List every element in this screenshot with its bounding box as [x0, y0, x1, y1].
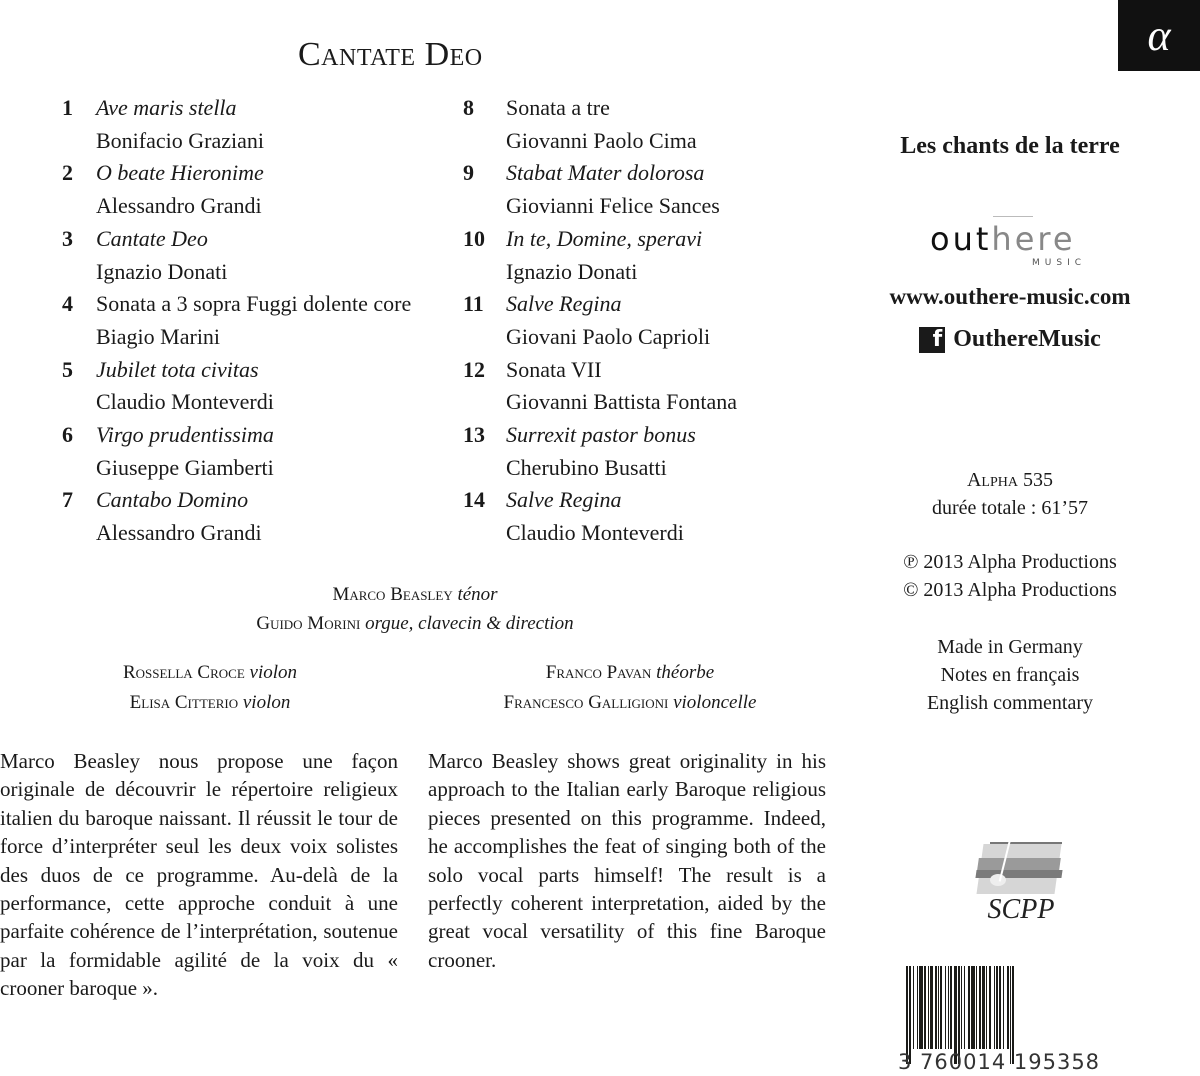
track-number: 1 [62, 95, 73, 120]
credit-line: Rossella Croce violon [122, 662, 298, 683]
track-number: 6 [62, 422, 73, 448]
track-title: O beate Hieronime [96, 160, 264, 186]
track-title: Salve Regina [506, 487, 622, 513]
credits-left [60, 658, 360, 718]
track-composer: Giovanni Battista Fontana [506, 389, 737, 415]
outhere-music-label: MUSIC [1032, 258, 1087, 268]
barcode [898, 966, 1116, 1076]
track-title: Sonata a tre [506, 95, 610, 120]
credits-main [0, 580, 830, 638]
track-composer: Bonifacio Graziani [96, 127, 264, 153]
credit-line: Marco Beasley ténor [332, 584, 498, 605]
track-title: Sonata VII [506, 356, 602, 382]
tracklist-right [463, 92, 737, 550]
track-item [62, 354, 411, 419]
track-composer: Claudio Monteverdi [96, 389, 274, 415]
track-title: Sonata a 3 sopra Fuggi dolente core [96, 291, 412, 317]
facebook-handle: OuthereMusic [953, 326, 1101, 352]
notes-english: Marco Beasley shows great originality in his approach to the Italian early Baroque religious pieces presented on this programme. Indeed, he accomplishes the feat of singing both of the solo vocal parts himself! The result is a perfectly coherent interpretation, aided by the great vocal versatility of this fine Baroque crooner. [428, 749, 826, 972]
track-number: 13 [463, 422, 485, 448]
track-title: Cantate Deo [96, 225, 208, 251]
track-item [62, 419, 411, 484]
total-duration: durée totale : 61’57 [931, 497, 1089, 519]
barcode-bars [906, 966, 1116, 1058]
rights-info [860, 548, 1160, 604]
notes-french: Marco Beasley nous propose une façon originale de découvrir le répertoire religieux italien du baroque naissant. Il réussit le tour de force d’interpréter seul les deux voix solistes des duos de ce programme. Au-delà de la performance, cette approche conduit à une parfaite cohérence de l’interprétation, soutenue par la formidable agilité de la voix du « crooner baroque ». [0, 749, 398, 1001]
catalog-info [860, 466, 1160, 522]
product-info [860, 633, 1160, 717]
track-composer: Giovanni Paolo Cima [506, 127, 697, 153]
track-number: 8 [463, 95, 474, 120]
track-composer: Giuseppe Giamberti [96, 454, 274, 480]
outhere-wordmark: outhere [930, 220, 1076, 258]
track-composer: Giovianni Felice Sances [506, 193, 720, 219]
alpha-logo-icon: α [1118, 0, 1200, 71]
scpp-logo-icon [966, 838, 1076, 928]
track-number: 5 [62, 356, 73, 382]
track-item [463, 157, 737, 222]
track-item [463, 288, 737, 353]
track-item [463, 354, 737, 419]
made-in: Made in Germany [937, 636, 1083, 658]
track-title: Jubilet tota civitas [96, 356, 259, 382]
series-subtitle: Les chants de la terre [900, 133, 1120, 159]
track-number: 9 [463, 160, 474, 186]
track-composer: Alessandro Grandi [96, 520, 262, 546]
track-composer: Giovani Paolo Caprioli [506, 323, 711, 349]
track-composer: Biagio Marini [96, 323, 221, 349]
track-number: 11 [463, 291, 484, 317]
track-title: In te, Domine, speravi [506, 225, 703, 251]
track-item [62, 484, 411, 549]
credits-right [440, 658, 820, 718]
scpp-label: SCPP [987, 894, 1055, 925]
track-title: Virgo prudentissima [96, 422, 274, 448]
track-title: Salve Regina [506, 291, 622, 317]
website-link[interactable]: www.outhere-music.com [889, 284, 1131, 309]
facebook-icon: f [919, 327, 945, 353]
notes-language-fr: Notes en français [940, 664, 1080, 686]
track-number: 7 [62, 487, 73, 513]
track-title: Stabat Mater dolorosa [506, 160, 705, 186]
track-item [62, 223, 411, 288]
catalog-number: Alpha 535 [966, 469, 1053, 491]
track-number: 2 [62, 160, 73, 186]
track-item [463, 92, 737, 157]
outhere-logo [930, 210, 1100, 270]
facebook-link[interactable] [860, 326, 1160, 353]
album-title: Cantate Deo [298, 36, 483, 73]
track-composer: Ignazio Donati [506, 258, 638, 284]
track-item [62, 157, 411, 222]
track-item [463, 223, 737, 288]
track-number: 12 [463, 356, 485, 382]
credit-line: Elisa Citterio violon [129, 692, 291, 713]
track-item [62, 92, 411, 157]
track-item [463, 484, 737, 549]
credit-line: Franco Pavan théorbe [545, 662, 715, 683]
track-item [463, 419, 737, 484]
tracklist-left [62, 92, 411, 550]
track-number: 10 [463, 225, 485, 251]
track-title: Surrexit pastor bonus [506, 422, 696, 448]
track-title: Cantabo Domino [96, 487, 249, 513]
copyright-notice: © 2013 Alpha Productions [903, 579, 1117, 601]
logo-rule [993, 216, 1033, 217]
phonogram-notice: ℗ 2013 Alpha Productions [903, 551, 1117, 573]
track-composer: Ignazio Donati [96, 258, 228, 284]
track-composer: Alessandro Grandi [96, 193, 262, 219]
barcode-digits: 3 760014 195358 [898, 1050, 1101, 1074]
track-composer: Claudio Monteverdi [506, 520, 684, 546]
track-item [62, 288, 411, 353]
track-title: Ave maris stella [96, 95, 237, 120]
credit-line: Francesco Galligioni violoncelle [503, 692, 757, 713]
credit-line: Guido Morini orgue, clavecin & direction [256, 613, 574, 634]
track-composer: Cherubino Busatti [506, 454, 667, 480]
notes-language-en: English commentary [926, 692, 1094, 714]
track-number: 4 [62, 291, 73, 317]
track-number: 14 [463, 487, 485, 513]
track-number: 3 [62, 225, 73, 251]
